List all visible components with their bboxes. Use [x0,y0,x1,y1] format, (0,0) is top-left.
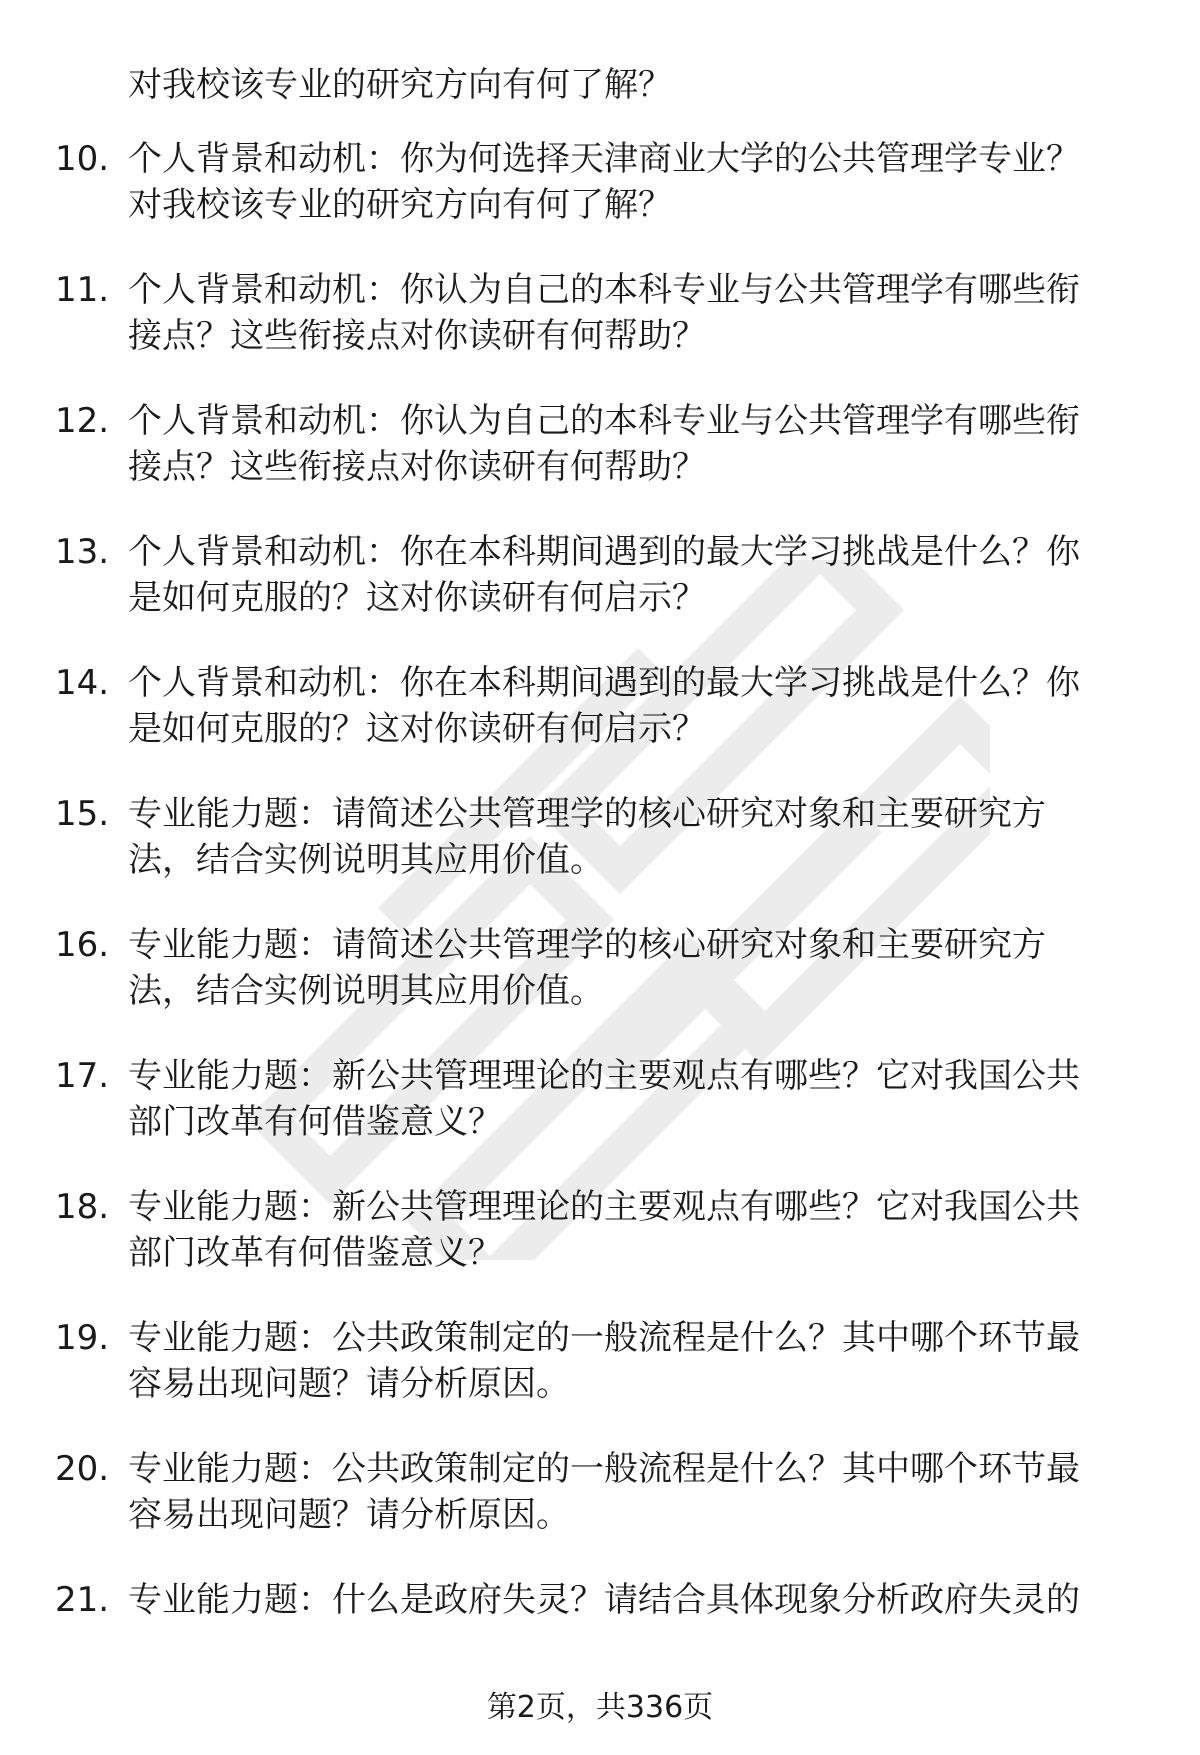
question-text-line: 是如何克服的？这对你读研有何启示？ [128,578,706,618]
question-text [128,1577,1148,1623]
question-number: 10. [55,139,110,179]
question-text-line: 专业能力题：什么是政府失灵？请结合具体现象分析政府失灵的 [128,1580,1080,1620]
question-text-line: 法，结合实例说明其应用价值。 [128,971,604,1011]
question-number: 12. [55,401,110,441]
question-number: 21. [55,1580,110,1620]
question-text-line: 专业能力题：公共政策制定的一般流程是什么？其中哪个环节最 [128,1449,1080,1489]
question-text-line: 专业能力题：新公共管理理论的主要观点有哪些？它对我国公共 [128,1187,1080,1227]
question-number: 17. [55,1056,110,1096]
page-footer: 第2页，共336页 [486,1690,714,1725]
question-number: 15. [55,794,110,834]
question-text-line: 是如何克服的？这对你读研有何启示？ [128,709,706,749]
question-number: 20. [55,1449,110,1489]
question-item [0,1053,1200,1184]
question-list [0,136,1200,1708]
question-number: 14. [55,663,110,703]
question-text-line: 容易出现问题？请分析原因。 [128,1364,570,1404]
question-text [128,660,1148,752]
question-item [0,529,1200,660]
question-text-line: 接点？这些衔接点对你读研有何帮助？ [128,447,706,487]
question-text-line: 部门改革有何借鉴意义？ [128,1102,502,1142]
question-item [0,398,1200,529]
question-number: 11. [55,270,110,310]
question-text [128,791,1148,883]
question-text [128,1053,1148,1145]
question-number: 16. [55,925,110,965]
question-text [128,1446,1148,1538]
question-text-line: 个人背景和动机：你认为自己的本科专业与公共管理学有哪些衔 [128,401,1080,441]
question-item [0,1446,1200,1577]
question-text-line: 对我校该专业的研究方向有何了解？ [128,185,672,225]
question-text-line: 部门改革有何借鉴意义？ [128,1233,502,1273]
question-text-line: 个人背景和动机：你在本科期间遇到的最大学习挑战是什么？你 [128,663,1080,703]
question-number: 18. [55,1187,110,1227]
question-text-line: 专业能力题：公共政策制定的一般流程是什么？其中哪个环节最 [128,1318,1080,1358]
question-number: 19. [55,1318,110,1358]
question-text-line: 个人背景和动机：你为何选择天津商业大学的公共管理学专业？ [128,139,1080,179]
question-text-line: 法，结合实例说明其应用价值。 [128,840,604,880]
question-text-line: 个人背景和动机：你在本科期间遇到的最大学习挑战是什么？你 [128,532,1080,572]
question-text-line: 专业能力题：请简述公共管理学的核心研究对象和主要研究方 [128,925,1046,965]
question-text [128,922,1148,1014]
question-text [128,529,1148,621]
question-text [128,1184,1148,1276]
question-item [0,791,1200,922]
question-text-line: 专业能力题：新公共管理理论的主要观点有哪些？它对我国公共 [128,1056,1080,1096]
question-text-line: 个人背景和动机：你认为自己的本科专业与公共管理学有哪些衔 [128,270,1080,310]
continued-question-text: 对我校该专业的研究方向有何了解？ [128,65,672,105]
question-item [0,136,1200,267]
question-item [0,922,1200,1053]
question-item [0,1184,1200,1315]
question-text [128,1315,1148,1407]
question-text-line: 专业能力题：请简述公共管理学的核心研究对象和主要研究方 [128,794,1046,834]
question-text [128,398,1148,490]
question-text-line: 容易出现问题？请分析原因。 [128,1495,570,1535]
question-text-line: 接点？这些衔接点对你读研有何帮助？ [128,316,706,356]
question-text [128,136,1148,228]
question-text [128,267,1148,359]
question-item [0,1315,1200,1446]
question-item [0,267,1200,398]
question-number: 13. [55,532,110,572]
question-item [0,660,1200,791]
